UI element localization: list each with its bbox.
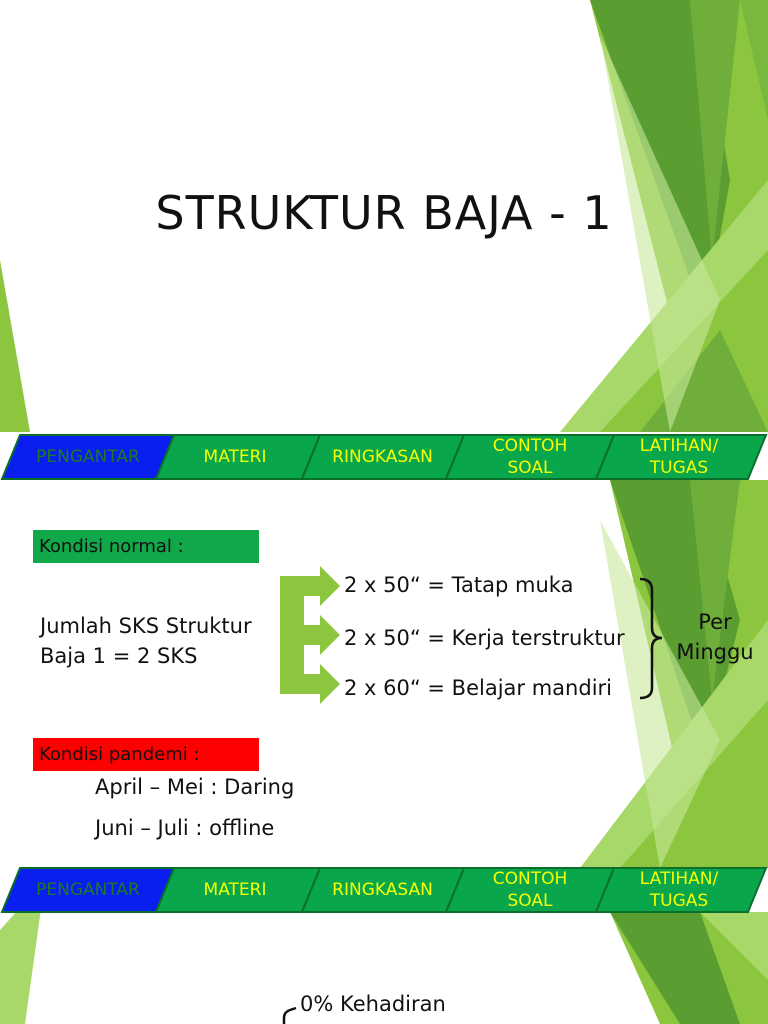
nav-tab-ringkasan[interactable]: RINGKASAN	[332, 447, 433, 467]
nav-bar-bottom	[0, 866, 768, 914]
nav-tab-pengantar[interactable]: PENGANTAR	[36, 447, 140, 467]
nav-tab-materi[interactable]: MATERI	[203, 447, 267, 467]
nav-tab-contoh-soal[interactable]: CONTOH SOAL	[492, 869, 568, 911]
row-belajar-mandiri: 2 x 60“ = Belajar mandiri	[344, 676, 612, 700]
normal-condition-tag: Kondisi normal :	[33, 530, 259, 563]
nav-tab-ringkasan[interactable]: RINGKASAN	[332, 880, 433, 900]
nav-tab-latihan-tugas[interactable]: LATIHAN/ TUGAS	[639, 869, 719, 911]
nav-bar-top	[0, 433, 768, 481]
schedule-juni-juli: Juni – Juli : offline	[95, 816, 275, 840]
per-minggu-label: Per Minggu	[676, 610, 754, 664]
row-tatap-muka: 2 x 50“ = Tatap muka	[344, 573, 574, 597]
slide-title: STRUKTUR BAJA - 1	[155, 186, 613, 240]
row-kerja-terstruktur: 2 x 50“ = Kerja terstruktur	[344, 626, 625, 650]
schedule-april-mei: April – Mei : Daring	[95, 775, 295, 799]
nav-tab-latihan-tugas[interactable]: LATIHAN/ TUGAS	[639, 436, 719, 478]
kehadiran-text: 0% Kehadiran	[300, 992, 446, 1016]
nav-tab-pengantar[interactable]: PENGANTAR	[36, 880, 140, 900]
nav-tab-contoh-soal[interactable]: CONTOH SOAL	[492, 436, 568, 478]
sks-total-text: Jumlah SKS Struktur Baja 1 = 2 SKS	[40, 614, 252, 668]
pandemic-condition-tag: Kondisi pandemi :	[33, 738, 259, 771]
nav-tab-materi[interactable]: MATERI	[203, 880, 267, 900]
